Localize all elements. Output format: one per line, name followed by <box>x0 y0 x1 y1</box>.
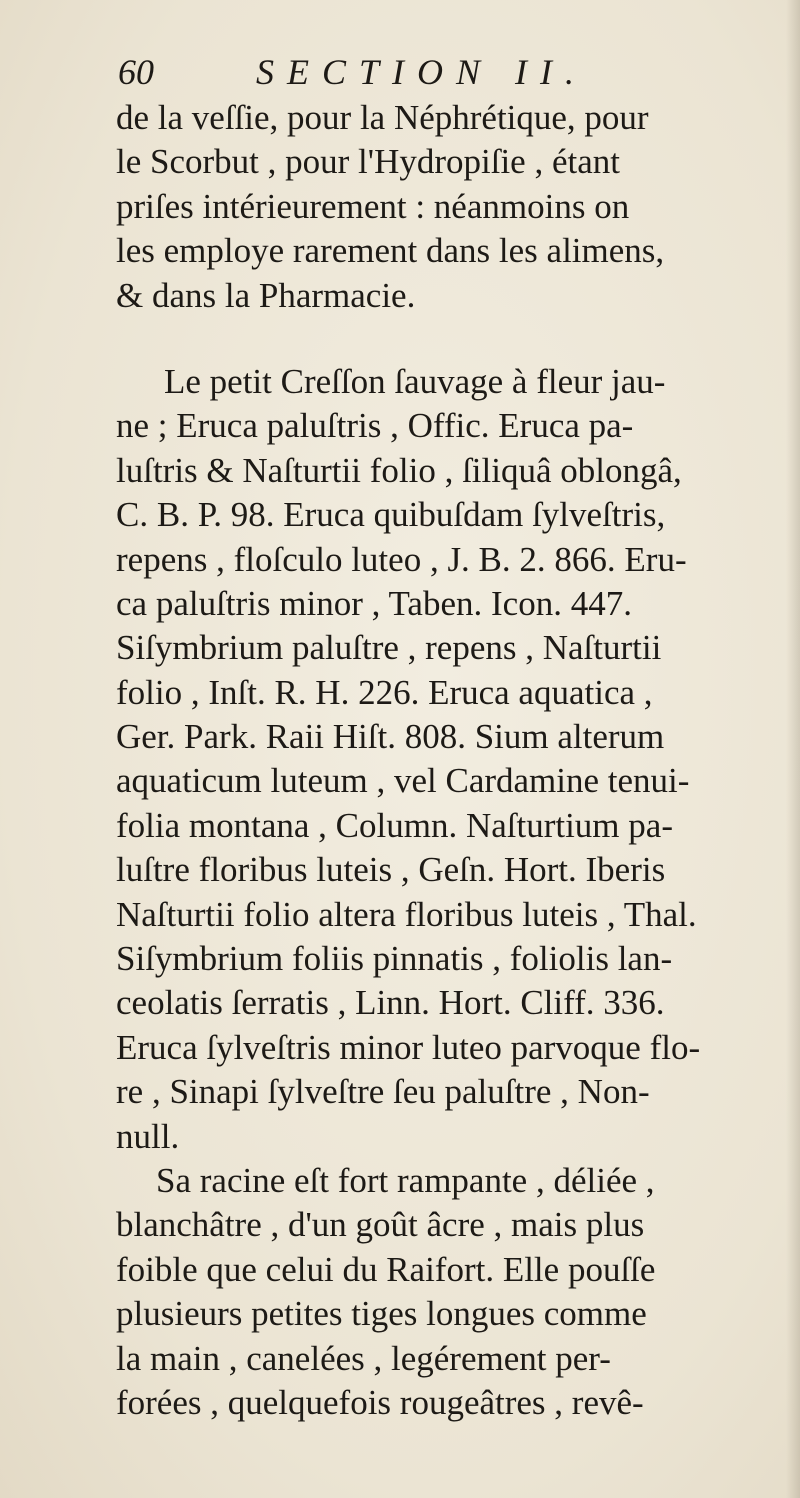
text-line: folia montana , Column. Naſturtium pa- <box>116 805 673 845</box>
text-line: luſtris & Naſturtii folio , ſiliquâ oblongâ, <box>116 450 682 490</box>
text-line: null. <box>116 1116 180 1156</box>
text-line: Naſturtii folio altera floribus luteis , Thal. <box>116 894 697 934</box>
text-line: Le petit Creſſon ſauvage à fleur jau- <box>164 361 666 401</box>
paragraph-2 <box>116 360 716 1159</box>
text-line: aquaticum luteum , vel Cardamine tenui- <box>116 761 690 801</box>
text-line: Ger. Park. Raii Hiſt. 808. Sium alterum <box>116 717 665 757</box>
paragraph-gap <box>116 318 716 360</box>
text-line: C. B. P. 98. Eruca quibuſdam ſylveſtris, <box>116 495 666 535</box>
text-line: foible que celui du Raifort. Elle pouſſe <box>116 1249 656 1289</box>
text-line: forées , quelquefois rougeâtres , revê- <box>116 1382 644 1422</box>
text-line: ne ; Eruca paluſtris , Offic. Eruca pa- <box>116 406 634 446</box>
page-spine-shadow <box>786 0 800 1498</box>
text-line: ca paluſtris minor , Taben. Icon. 447. <box>116 583 632 623</box>
text-line: blanchâtre , d'un goût âcre , mais plus <box>116 1205 645 1245</box>
text-line: Sa racine eſt fort rampante , déliée , <box>156 1160 655 1200</box>
body-text <box>116 96 716 1425</box>
text-line: les employe rarement dans les alimens, <box>116 231 665 271</box>
text-line: folio , Inſt. R. H. 226. Eruca aquatica , <box>116 672 653 712</box>
text-line: le Scorbut , pour l'Hydropiſie , étant <box>116 142 620 182</box>
text-line: priſes intérieurement : néanmoins on <box>116 186 630 226</box>
text-line: & dans la Pharmacie. <box>116 275 416 315</box>
text-line: plusieurs petites tiges longues comme <box>116 1294 647 1334</box>
text-line: Eruca ſylveſtris minor luteo parvoque flo- <box>116 1027 701 1067</box>
page-number: 60 <box>118 52 154 92</box>
page-header <box>118 52 698 92</box>
paragraph-1 <box>116 96 716 318</box>
text-line: Siſymbrium paluſtre , repens , Naſturtii <box>116 628 662 668</box>
text-line: Siſymbrium foliis pinnatis , foliolis lan- <box>116 939 673 979</box>
text-line: repens , floſculo luteo , J. B. 2. 866. Eru- <box>116 539 687 579</box>
paragraph-3 <box>116 1159 716 1425</box>
text-line: luſtre floribus luteis , Geſn. Hort. Iberis <box>116 850 666 890</box>
running-title: SECTION II. <box>256 52 587 92</box>
text-line: re , Sinapi ſylveſtre ſeu paluſtre , Non- <box>116 1072 650 1112</box>
text-line: ceolatis ſerratis , Linn. Hort. Cliff. 336. <box>116 983 665 1023</box>
text-line: la main , canelées , legérement per- <box>116 1338 611 1378</box>
text-line: de la veſſie, pour la Néphrétique, pour <box>116 98 649 137</box>
